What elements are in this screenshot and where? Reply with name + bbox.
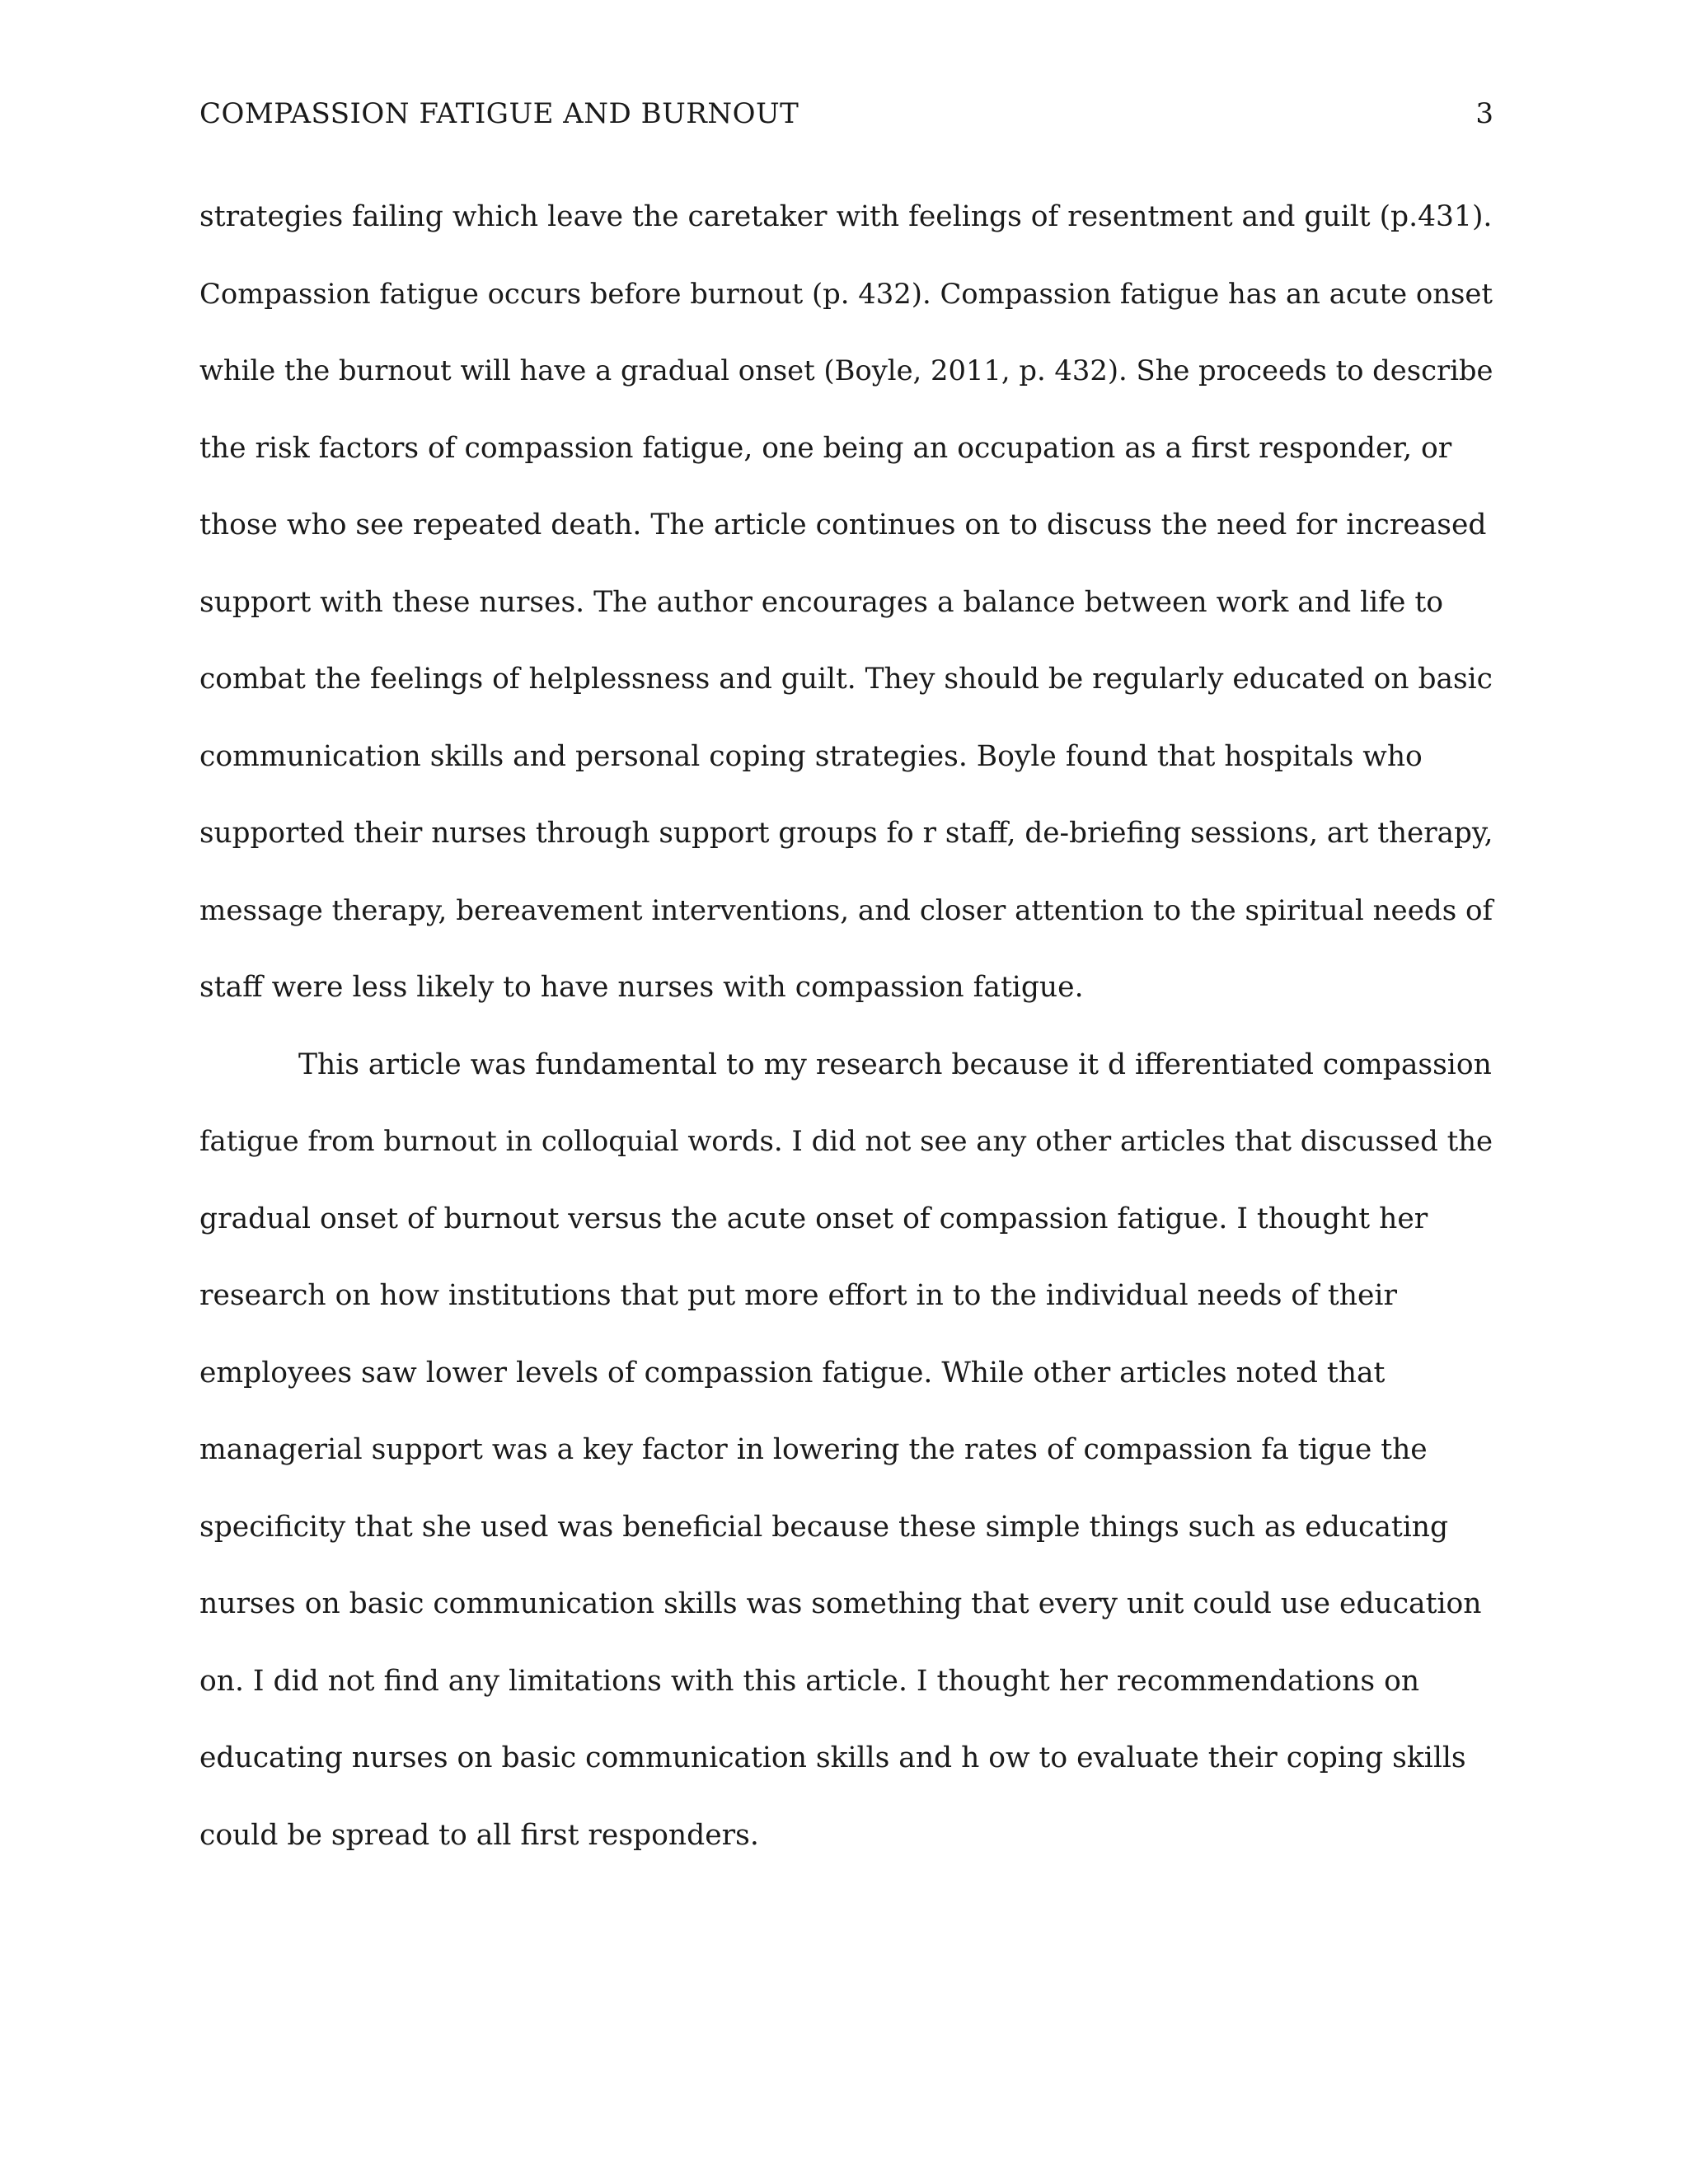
running-head: COMPASSION FATIGUE AND BURNOUT — [199, 97, 799, 130]
text-line: on. I did not find any limitations with this article. I thought her recommendations on — [199, 1665, 1420, 1698]
text-line: strategies failing which leave the caretaker with feelings of resentment and guilt (p.431). — [199, 200, 1493, 233]
text-line: the risk factors of compassion fatigue, one being an occupation as a first responder, or — [199, 432, 1452, 465]
text-line: research on how institutions that put more effort in to the individual needs of their — [199, 1279, 1397, 1312]
text-line: nurses on basic communication skills was something that every unit could use education — [199, 1587, 1482, 1620]
text-line: Compassion fatigue occurs before burnout (p. 432). Compassion fatigue has an acute onset — [199, 278, 1493, 310]
text-line: while the burnout will have a gradual onset (Boyle, 2011, p. 432). She proceeds to describe — [199, 354, 1493, 387]
text-line: employees saw lower levels of compassion fatigue. While other articles noted that — [199, 1357, 1386, 1390]
text-line: message therapy, bereavement interventions, and closer attention to the spiritual needs of — [199, 894, 1493, 927]
text-line: could be spread to all first responders. — [199, 1819, 759, 1852]
text-line: supported their nurses through support groups fo r staff, de-briefing sessions, art therapy, — [199, 817, 1493, 850]
text-line: specificity that she used was beneficial because these simple things such as educating — [199, 1511, 1449, 1544]
text-line: gradual onset of burnout versus the acute onset of compassion fatigue. I thought her — [199, 1202, 1428, 1235]
text-line: educating nurses on basic communication skills and h ow to evaluate their coping skills — [199, 1741, 1466, 1774]
text-line: support with these nurses. The author encourages a balance between work and life to — [199, 586, 1443, 619]
text-line: fatigue from burnout in colloquial words. I did not see any other articles that discussed the — [199, 1125, 1493, 1157]
text-line: staff were less likely to have nurses with compassion fatigue. — [199, 971, 1084, 1004]
text-line: managerial support was a key factor in lowering the rates of compassion fa tigue the — [199, 1433, 1428, 1466]
text-line: those who see repeated death. The article continues on to discuss the need for increased — [199, 509, 1487, 541]
page-number: 3 — [1475, 97, 1493, 130]
text-line: combat the feelings of helplessness and guilt. They should be regularly educated on basic — [199, 663, 1493, 696]
text-line: This article was fundamental to my research because it d ifferentiated compassion — [298, 1048, 1492, 1081]
text-line: communication skills and personal coping strategies. Boyle found that hospitals who — [199, 740, 1423, 773]
